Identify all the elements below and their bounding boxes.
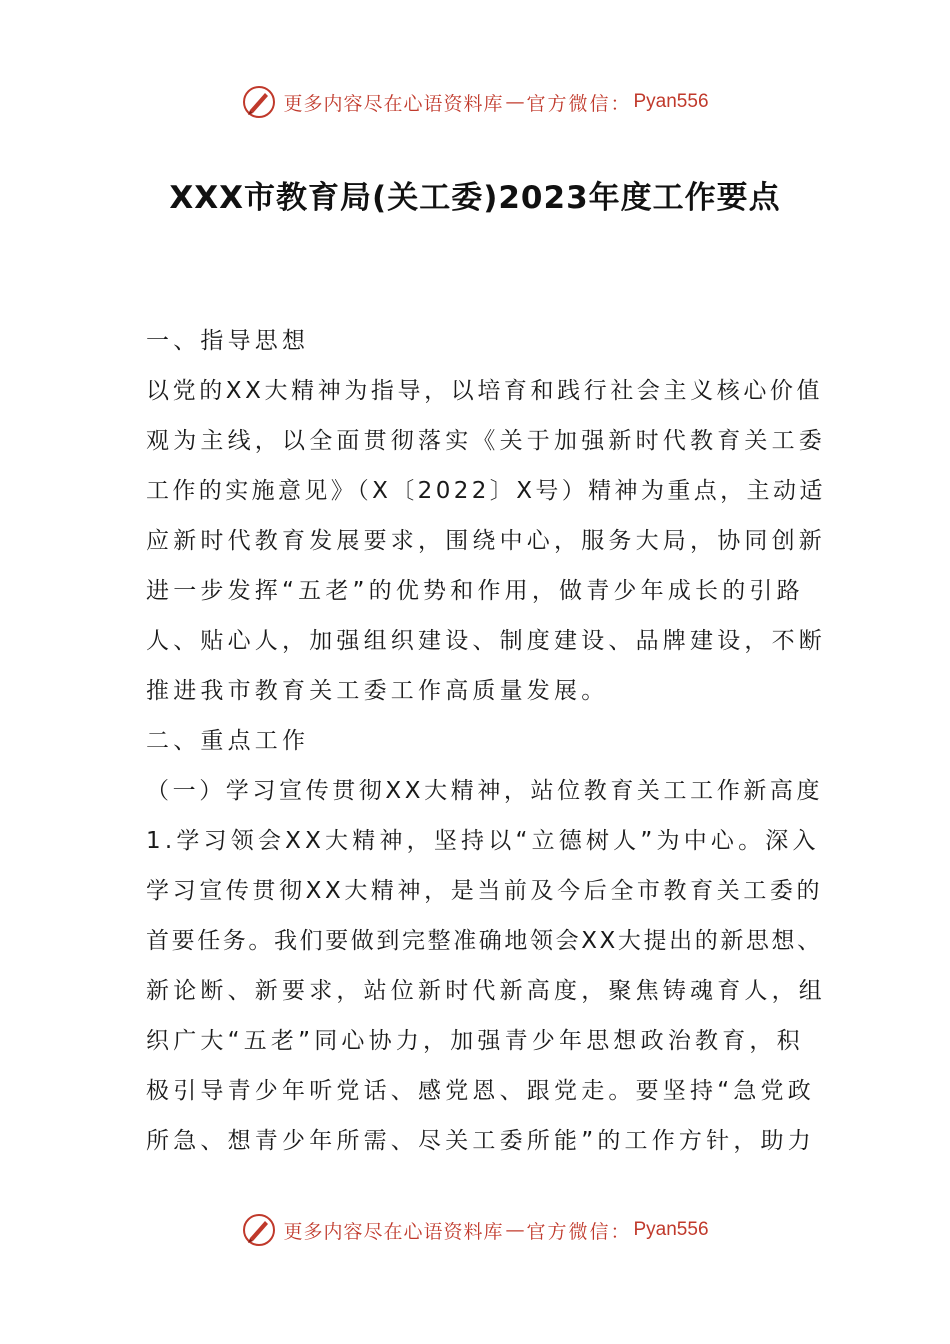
pen-logo-icon [241,1212,277,1248]
paragraph-line: 工作的实施意见》（X〔2022〕X号）精神为重点，主动适 [146,478,826,504]
paragraph-line: 人、贴心人，加强组织建设、制度建设、品牌建设，不断 [146,628,826,654]
paragraph-line: 以党的XX大精神为指导，以培育和践行社会主义核心价值 [146,378,824,404]
document-body [146,316,826,1166]
paragraph-line: 1.学习领会XX大精神，坚持以“立德树人”为中心。深入 [146,828,820,854]
section-heading: 一、指导思想 [146,328,310,354]
watermark-wechat-id: Pyan556 [633,91,709,112]
paragraph-line: 观为主线，以全面贯彻落实《关于加强新时代教育关工委 [146,428,826,454]
paragraph-line: 首要任务。我们要做到完整准确地领会XX大提出的新思想、 [146,928,823,954]
section-heading: 二、重点工作 [146,728,310,754]
paragraph-line: 新论断、新要求，站位新时代新高度，聚焦铸魂育人，组 [146,978,826,1004]
paragraph-line: 织广大“五老”同心协力，加强青少年思想政治教育，积 [146,1028,804,1054]
paragraph-line: 推进我市教育关工委工作高质量发展。 [146,678,609,704]
footer-watermark [0,1212,950,1248]
watermark-official-label: 官方微信： [526,1220,632,1243]
watermark-official-label: 官方微信： [526,92,632,115]
watermark-text: 更多内容尽在心语资料库 [283,1220,504,1243]
pen-logo-icon [241,84,277,120]
header-watermark [0,84,950,120]
paragraph-line: 极引导青少年听党话、感党恩、跟党走。要坚持“急党政 [146,1078,815,1104]
document-title: XXX市教育局(关工委)2023年度工作要点 [169,180,781,216]
paragraph-line: 所急、想青少年所需、尽关工委所能”的工作方针，助力 [146,1128,815,1154]
watermark-separator: — [505,91,525,113]
paragraph-line: 应新时代教育发展要求，围绕中心，服务大局，协同创新 [146,528,826,554]
watermark-wechat-id: Pyan556 [633,1219,709,1240]
paragraph-line: 学习宣传贯彻XX大精神，是当前及今后全市教育关工委的 [146,878,824,904]
paragraph-line: 进一步发挥“五老”的优势和作用，做青少年成长的引路 [146,578,804,604]
watermark-text: 更多内容尽在心语资料库 [283,92,504,115]
watermark-separator: — [505,1219,525,1241]
subsection-heading: （一）学习宣传贯彻XX大精神，站位教育关工工作新高度 [146,778,824,804]
